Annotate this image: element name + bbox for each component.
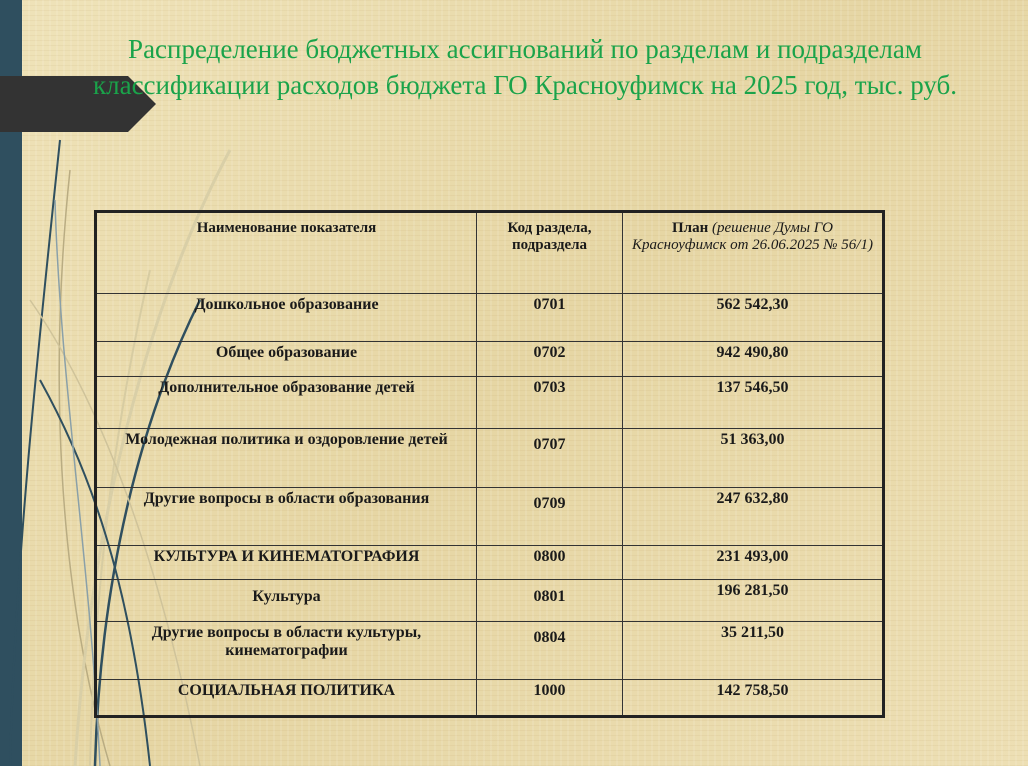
table-row (96, 546, 884, 580)
row-value: 51 363,00 (623, 429, 884, 488)
slide-title: Распределение бюджетных ассигнований по разделам и подразделам классификации расходов бюджета ГО Красноуфимск на 2025 год, тыс. руб. (93, 34, 957, 100)
row-code: 0800 (477, 546, 623, 580)
table-header-row (96, 212, 884, 294)
row-name: Общее образование (96, 342, 477, 377)
row-name: Другие вопросы в области культуры, кинематографии (96, 622, 477, 680)
table-row (96, 680, 884, 717)
table-row (96, 580, 884, 622)
row-code: 0709 (477, 488, 623, 546)
table-row (96, 622, 884, 680)
table-row (96, 429, 884, 488)
table-row (96, 488, 884, 546)
row-name: Молодежная политика и оздоровление детей (96, 429, 477, 488)
row-name: Другие вопросы в области образования (96, 488, 477, 546)
row-value: 942 490,80 (623, 342, 884, 377)
budget-table (94, 210, 885, 718)
row-code: 0801 (477, 580, 623, 622)
row-name: Дошкольное образование (96, 294, 477, 342)
row-name: КУЛЬТУРА И КИНЕМАТОГРАФИЯ (96, 546, 477, 580)
table-row (96, 342, 884, 377)
row-value: 35 211,50 (623, 622, 884, 680)
row-code: 0701 (477, 294, 623, 342)
header-plan (623, 212, 884, 294)
row-code: 0804 (477, 622, 623, 680)
header-plan-label: План (672, 220, 709, 236)
row-value: 196 281,50 (623, 580, 884, 622)
row-value: 562 542,30 (623, 294, 884, 342)
table-row (96, 377, 884, 429)
row-value: 231 493,00 (623, 546, 884, 580)
row-value: 137 546,50 (623, 377, 884, 429)
header-code: Код раздела, подраздела (477, 212, 623, 294)
header-name: Наименование показателя (96, 212, 477, 294)
header-plan-note: (решение Думы ГО Красноуфимск от 26.06.2025 № 56/1) (632, 220, 873, 253)
row-code: 0703 (477, 377, 623, 429)
row-value: 142 758,50 (623, 680, 884, 717)
table-row (96, 294, 884, 342)
row-code: 0702 (477, 342, 623, 377)
row-code: 1000 (477, 680, 623, 717)
row-code: 0707 (477, 429, 623, 488)
row-name: Культура (96, 580, 477, 622)
row-value: 247 632,80 (623, 488, 884, 546)
row-name: Дополнительное образование детей (96, 377, 477, 429)
row-name: СОЦИАЛЬНАЯ ПОЛИТИКА (96, 680, 477, 717)
